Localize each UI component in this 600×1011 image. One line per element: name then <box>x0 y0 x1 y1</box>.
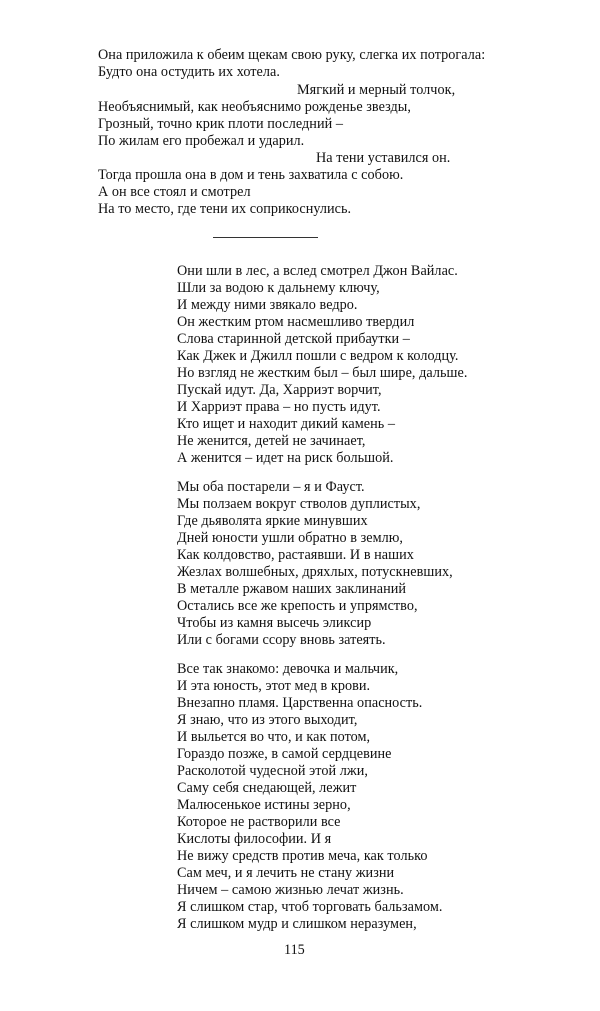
verse-line: Я знаю, что из этого выходит, <box>177 712 358 728</box>
verse-line: Внезапно пламя. Царственна опасность. <box>177 695 423 711</box>
verse-line-indented: Мягкий и мерный толчок, <box>297 82 456 98</box>
verse-line: Я слишком стар, чтоб торговать бальзамом. <box>177 899 443 915</box>
verse-line: Они шли в лес, а вслед смотрел Джон Вайлас. <box>177 263 458 279</box>
verse-line: Не вижу средств против меча, как только <box>177 848 428 864</box>
verse-line: И выльется во что, и как потом, <box>177 729 371 745</box>
verse-line: И эта юность, этот мед в крови. <box>177 678 371 694</box>
verse-line: Он жестким ртом насмешливо твердил <box>177 314 415 330</box>
verse-line: Чтобы из камня высечь эликсир <box>177 615 372 631</box>
verse-line: Где дьяволята яркие минувших <box>177 513 368 529</box>
verse-line: Необъяснимый, как необъяснимо рожденье звезды, <box>98 99 411 115</box>
verse-line: Мы оба постарели – я и Фауст. <box>177 479 365 495</box>
verse-line: Саму себя снедающей, лежит <box>177 780 357 796</box>
verse-line: По жилам его пробежал и ударил. <box>98 133 305 149</box>
verse-line: И Харриэт права – но пусть идут. <box>177 399 381 415</box>
verse-line: Дней юности ушли обратно в землю, <box>177 530 403 546</box>
verse-line: Все так знакомо: девочка и мальчик, <box>177 661 399 677</box>
verse-line: Малюсенькое истины зерно, <box>177 797 351 813</box>
verse-line: А женится – идет на риск большой. <box>177 450 394 466</box>
page-number: 115 <box>284 942 305 958</box>
verse-line: И между ними звякало ведро. <box>177 297 358 313</box>
verse-line: Сам меч, и я лечить не стану жизни <box>177 865 395 881</box>
verse-line: Остались все же крепость и упрямство, <box>177 598 418 614</box>
verse-line: Шли за водою к дальнему ключу, <box>177 280 380 296</box>
verse-line: А он все стоял и смотрел <box>98 184 251 200</box>
verse-line: На то место, где тени их соприкоснулись. <box>98 201 352 217</box>
verse-line: Пускай идут. Да, Харриэт ворчит, <box>177 382 382 398</box>
verse-line: Будто она остудить их хотела. <box>98 64 280 80</box>
verse-line: Кислоты философии. И я <box>177 831 332 847</box>
verse-line: Слова старинной детской прибаутки – <box>177 331 410 347</box>
verse-line: Как Джек и Джилл пошли с ведром к колодцу. <box>177 348 459 364</box>
verse-line-indented: На тени уставился он. <box>316 150 451 166</box>
verse-line: Или с богами ссору вновь затеять. <box>177 632 386 648</box>
verse-line: Она приложила к обеим щекам свою руку, слегка их потрогала: <box>98 47 486 63</box>
verse-line: Кто ищет и находит дикий камень – <box>177 416 396 432</box>
verse-line: Мы ползаем вокруг стволов дуплистых, <box>177 496 421 512</box>
verse-line: Гораздо позже, в самой сердцевине <box>177 746 392 762</box>
verse-line: В металле ржавом наших заклинаний <box>177 581 407 597</box>
verse-line: Жезлах волшебных, дряхлых, потускневших, <box>177 564 453 580</box>
section-separator <box>213 237 318 238</box>
verse-line: Расколотой чудесной этой лжи, <box>177 763 368 779</box>
verse-line: Тогда прошла она в дом и тень захватила с собою. <box>98 167 404 183</box>
verse-line: Грозный, точно крик плоти последний – <box>98 116 343 132</box>
verse-line: Я слишком мудр и слишком неразумен, <box>177 916 417 932</box>
verse-line: Ничем – самою жизнью лечат жизнь. <box>177 882 404 898</box>
verse-line: Которое не растворили все <box>177 814 341 830</box>
verse-line: Но взгляд не жестким был – был шире, дальше. <box>177 365 468 381</box>
verse-line: Не женится, детей не зачинает, <box>177 433 366 449</box>
verse-line: Как колдовство, растаявши. И в наших <box>177 547 414 563</box>
